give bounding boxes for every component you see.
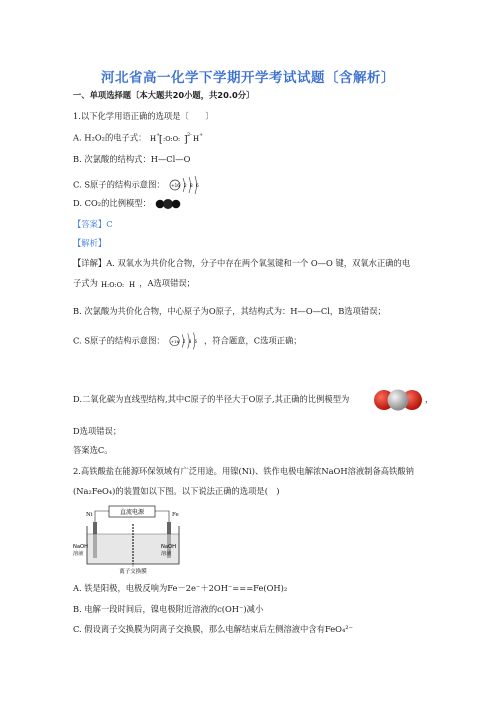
q1-option-a-label: A. H₂O₂的电子式：: [73, 132, 147, 143]
q1-detail-5: D.二氧化碳为直线型结构,其中C原子的半径大于O原子,其正确的比例模型为: [73, 394, 350, 404]
ni-electrode-label: Ni: [86, 512, 93, 518]
sulfur-atom-structure-image: [167, 174, 203, 196]
svg-text:8: 8: [190, 183, 193, 188]
q2-option-b: B. 电解一段时间后，镍电极附近溶液的c(OH⁻)减小: [73, 604, 264, 614]
q1-detail-5-end: ，: [425, 394, 434, 404]
h2o2-ionic-formula-image: [149, 131, 203, 145]
power-supply-label: 直流电源: [119, 509, 145, 516]
svg-text:6: 6: [196, 183, 199, 188]
q1-detail-line-3: B. 次氯酸为共价化合物，中心原子为O原子，其结构式为：H—O—Cl，B选项错误；: [73, 306, 386, 316]
svg-text:8: 8: [189, 338, 192, 344]
q1-detail-4b: ，符合题意，C选项正确；: [203, 335, 302, 346]
q1-detail-2a: 子式为: [73, 278, 98, 288]
svg-text:[: [: [159, 135, 163, 145]
electrolysis-apparatus-diagram: [73, 504, 193, 574]
right-solution-label-2: 溶液: [161, 551, 172, 557]
q1-answer: 【答案】C: [73, 219, 113, 229]
co2-correct-model-image: [373, 385, 423, 415]
q1-option-d: [73, 197, 428, 210]
svg-text:H: H: [128, 281, 135, 289]
left-solution-label-2: 溶液: [73, 551, 84, 557]
svg-text:6: 6: [194, 338, 198, 344]
q2-option-a: A. 铁是阳极，电极反响为Fe－2e⁻＋2OH⁻===Fe(OH)₂: [73, 583, 288, 593]
section-heading: 一、单项选择题〔本大题共20小题，共20.0分〕: [73, 90, 255, 100]
q2-stem-line-1: 2.高铁酸盐在能源环保领域有广泛用途。用镍(Ni)、铁作电极电解浓NaOH溶液制备高铁酸钠: [73, 466, 414, 476]
svg-text:2: 2: [184, 183, 187, 188]
svg-text::O:O:: :O:O:: [163, 135, 181, 143]
right-solution-label-1: NaOH: [161, 544, 177, 550]
svg-text:]: ]: [184, 135, 188, 145]
sulfur-atom-structure-image-2: [167, 330, 201, 352]
q1-detail-line-2: [73, 277, 428, 290]
q1-option-c: [73, 174, 428, 196]
q1-conclusion: 答案选C。: [73, 445, 113, 455]
membrane-label: 离子交换膜: [119, 569, 147, 574]
q1-stem: 1.以下化学用语正确的选项是〔 〕: [73, 111, 214, 121]
svg-text:H: H: [100, 281, 107, 289]
q1-detail-4a: C. S原子的结构示意图：: [73, 335, 165, 346]
q1-analysis-label: 【解析】: [73, 238, 107, 248]
q1-option-d-label: D. CO₂的比例模型：: [73, 198, 151, 208]
q1-option-b: B. 次氯酸的结构式：H—Cl—O: [73, 154, 191, 164]
svg-text:+: +: [156, 132, 161, 138]
svg-text:+: +: [199, 132, 204, 138]
svg-text:2: 2: [183, 338, 186, 344]
left-solution-label-1: NaOH: [73, 544, 89, 550]
q2-option-c: C. 假设离子交换膜为阴离子交换膜，那么电解结束后左侧溶液中含有FeO₄²⁻: [73, 624, 353, 634]
svg-text:H: H: [193, 135, 200, 143]
q1-detail-line-6: D选项错误；: [73, 426, 122, 436]
svg-text:2-: 2-: [187, 132, 192, 138]
q1-detail-line-1: 【详解】A. 双氧水为共价化合物，分子中存在两个氧氢键和一个 O—O 键，双氧水正确的电: [73, 258, 411, 268]
svg-text:H: H: [150, 135, 157, 143]
q1-detail-line-4: [73, 330, 428, 352]
q1-detail-2b: ，A选项错误；: [139, 278, 195, 288]
svg-text:+16: +16: [171, 339, 180, 344]
q2-stem-line-2: (Na₂FeO₄)的装置如以下图。以下说法正确的选项是( ): [73, 486, 280, 496]
page-title: 河北省高一化学下学期开学考试试题〔含解析〕: [101, 70, 395, 86]
q1-option-c-label: C. S原子的结构示意图：: [73, 179, 165, 190]
h2o2-correct-formula-image: [101, 277, 137, 290]
svg-text::O:O:: :O:O:: [106, 281, 124, 289]
co2-wrong-model-image: [154, 198, 182, 210]
fe-electrode-label: Fe: [172, 512, 179, 518]
svg-text:+16: +16: [171, 183, 181, 188]
q1-option-a: [73, 131, 428, 145]
